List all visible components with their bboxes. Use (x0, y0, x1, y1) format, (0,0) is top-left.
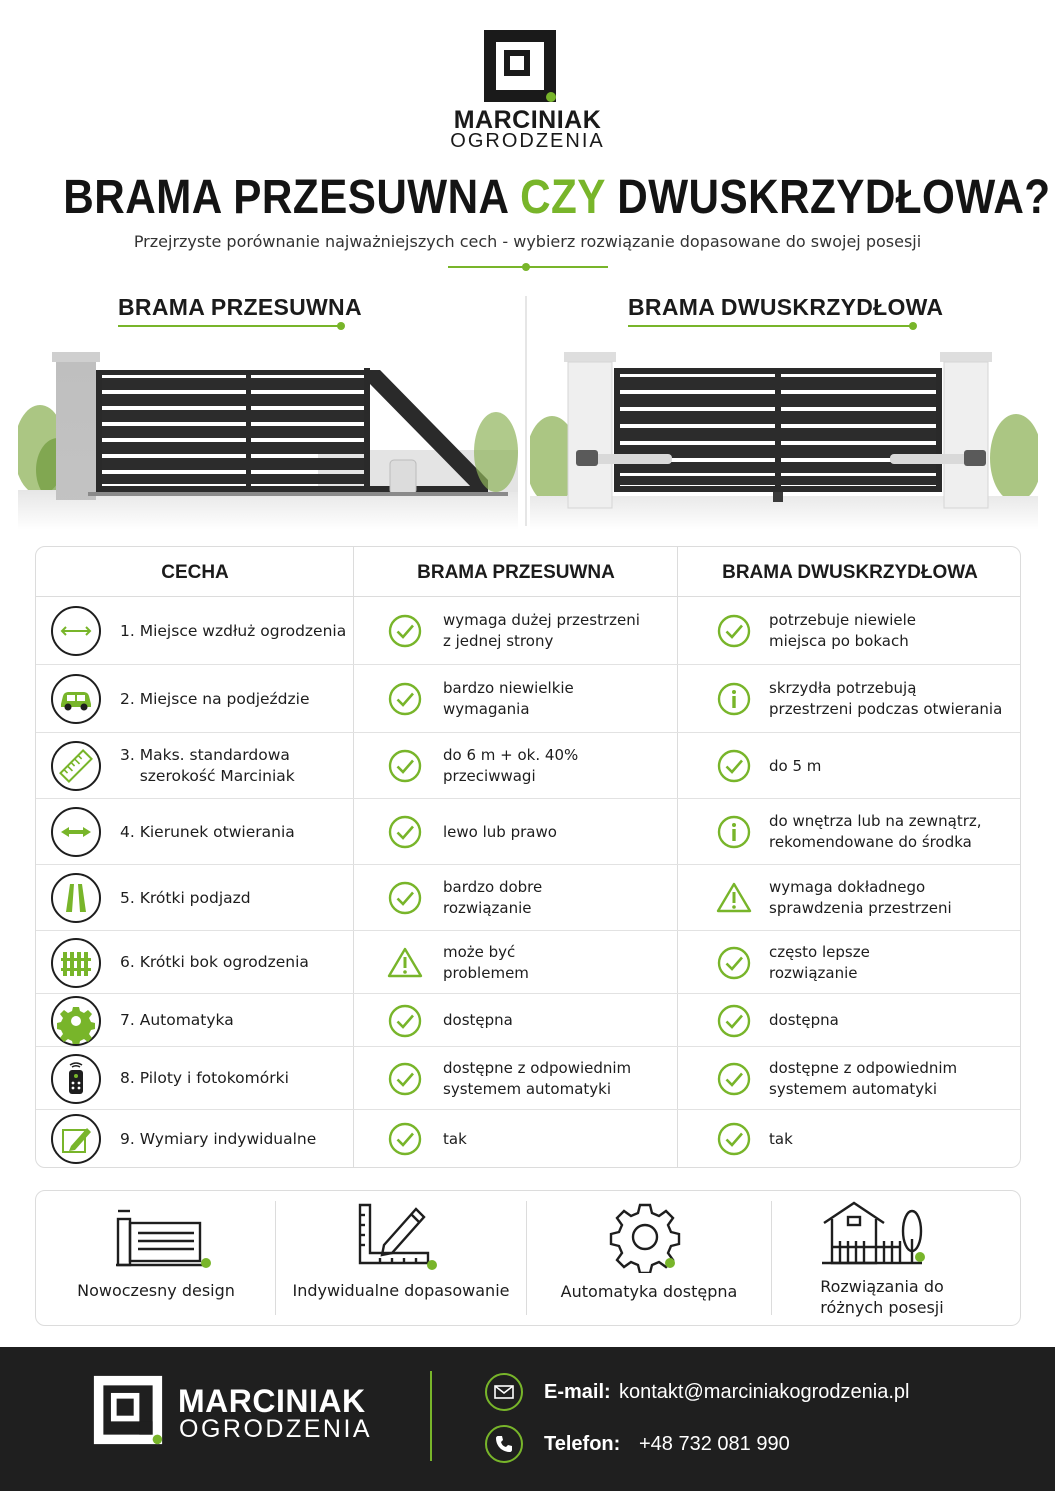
feature-label-fit: Indywidualne dopasowanie (292, 1281, 510, 1300)
sliding-value: lewo lub prawo (443, 822, 557, 841)
check-icon (387, 880, 423, 916)
info-icon (716, 681, 752, 717)
ruler-icon (51, 741, 101, 791)
feature-label: 4. Kierunek otwierania (120, 822, 295, 841)
warning-icon (387, 945, 423, 981)
table-row (36, 994, 1020, 1047)
table-row (36, 733, 1020, 799)
table-row (36, 665, 1020, 733)
footer-divider (430, 1371, 432, 1461)
check-icon (387, 1003, 423, 1039)
check-icon (387, 681, 423, 717)
check-icon (387, 748, 423, 784)
title-divider (448, 266, 608, 268)
feature-label: 8. Piloty i fotokomórki (120, 1069, 289, 1087)
brand-subname: OGRODZENIA (450, 130, 605, 152)
feature-label: 3. Maks. standardowa szerokość Marciniak (120, 746, 295, 785)
swing-gate-title: BRAMA DWUSKRZYDŁOWA (628, 294, 944, 320)
swing-gate-image (530, 340, 1038, 530)
feature-label: 5. Krótki podjazd (120, 888, 251, 907)
footer-brand-name: MARCINIAK (178, 1383, 366, 1419)
page-title: BRAMA PRZESUWNA CZY DWUSKRZYDŁOWA? (63, 171, 1051, 224)
feature-label: 2. Miejsce na podjeździe (120, 689, 310, 708)
arrows-horizontal-icon (51, 606, 101, 656)
swing-value: skrzydła potrzebują przestrzeni podczas otwierania (769, 679, 1003, 718)
brand-name: MARCINIAK (453, 106, 602, 134)
sliding-gate-title: BRAMA PRZESUWNA (118, 294, 362, 320)
gate-separator (525, 296, 527, 526)
email-icon (485, 1373, 523, 1411)
feature-divider (275, 1201, 276, 1315)
sliding-gate-image (18, 340, 518, 530)
phone-link[interactable]: +48 732 081 990 (639, 1433, 790, 1455)
footer (0, 1347, 1055, 1491)
check-icon (387, 1061, 423, 1097)
header-feature: CECHA (161, 562, 229, 583)
sliding-gate-underline (118, 325, 342, 327)
swing-value: dostępna (769, 1011, 839, 1029)
warning-icon (716, 880, 752, 916)
swing-gate-underline (628, 325, 914, 327)
driveway-icon (51, 873, 101, 923)
feature-label-design: Nowoczesny design (77, 1281, 235, 1300)
swing-value: wymaga dokładnego sprawdzenia przestrzeni (769, 878, 952, 917)
double-arrow-icon (51, 807, 101, 857)
sliding-value: bardzo niewielkie wymagania (443, 679, 574, 718)
swing-value: dostępne z odpowiednim systemem automatyki (769, 1058, 958, 1098)
feature-label: 9. Wymiary indywidualne (120, 1129, 317, 1148)
check-icon (716, 945, 752, 981)
swing-value: do wnętrza lub na zewnątrz, rekomendowane do środka (769, 812, 982, 851)
page-subtitle: Przejrzyste porównanie najważniejszych cech - wybierz rozwiązanie dopasowane do swojej posesji (133, 232, 922, 251)
swing-value: tak (769, 1129, 793, 1148)
sliding-value: dostępne z odpowiednim systemem automatyki (443, 1058, 632, 1098)
features-box (35, 1190, 1021, 1326)
feature-label-properties: Rozwiązania do różnych posesji (820, 1277, 944, 1317)
table-row (36, 865, 1020, 931)
fence-icon (51, 938, 101, 988)
feature-label: 7. Automatyka (120, 1011, 234, 1029)
gear-icon (608, 1201, 684, 1273)
feature-label-automation: Automatyka dostępna (560, 1282, 738, 1301)
swing-value: potrzebuje niewiele miejsca po bokach (769, 611, 917, 650)
check-icon (387, 613, 423, 649)
check-icon (716, 748, 752, 784)
footer-brand-subname: OGRODZENIA (179, 1415, 373, 1443)
table-header (36, 547, 1020, 597)
house-fence-icon (822, 1201, 926, 1271)
check-icon (716, 1003, 752, 1039)
brand-logo (482, 28, 558, 104)
feature-label: 1. Miejsce wzdłuż ogrodzenia (120, 621, 347, 640)
header-sliding: BRAMA PRZESUWNA (417, 562, 615, 583)
table-row (36, 931, 1020, 994)
table-row (36, 1047, 1020, 1110)
gear-icon (51, 996, 101, 1046)
sliding-value: do 6 m + ok. 40% przeciwwagi (443, 746, 579, 785)
table-row (36, 1110, 1020, 1168)
remote-icon (51, 1054, 101, 1104)
table-row (36, 597, 1020, 665)
header-swing: BRAMA DWUSKRZYDŁOWA (722, 562, 978, 583)
sliding-value: bardzo dobre rozwiązanie (443, 878, 543, 917)
check-icon (716, 1061, 752, 1097)
sliding-value: dostępna (443, 1011, 513, 1029)
feature-divider (526, 1201, 527, 1315)
check-icon (387, 814, 423, 850)
car-icon (51, 674, 101, 724)
ruler-pencil-icon (354, 1201, 442, 1271)
swing-value: często lepsze rozwiązanie (769, 942, 870, 982)
modern-gate-icon (114, 1205, 214, 1271)
info-icon (716, 814, 752, 850)
phone-icon (485, 1425, 523, 1463)
check-icon (716, 613, 752, 649)
feature-label: 6. Krótki bok ogrodzenia (120, 953, 309, 971)
sliding-value: wymaga dużej przestrzeni z jednej strony (443, 611, 640, 650)
check-icon (387, 1121, 423, 1157)
email-link[interactable]: kontakt@marciniakogrodzenia.pl (619, 1381, 910, 1403)
feature-divider (771, 1201, 772, 1315)
pencil-square-icon (51, 1114, 101, 1164)
footer-brand-logo (92, 1374, 164, 1446)
check-icon (716, 1121, 752, 1157)
sliding-value: tak (443, 1129, 467, 1148)
sliding-value: może być problemem (443, 942, 529, 982)
email-label: E-mail: (544, 1381, 611, 1403)
phone-label: Telefon: (544, 1433, 621, 1455)
table-row (36, 799, 1020, 865)
comparison-table (35, 546, 1021, 1168)
swing-value: do 5 m (769, 756, 822, 775)
